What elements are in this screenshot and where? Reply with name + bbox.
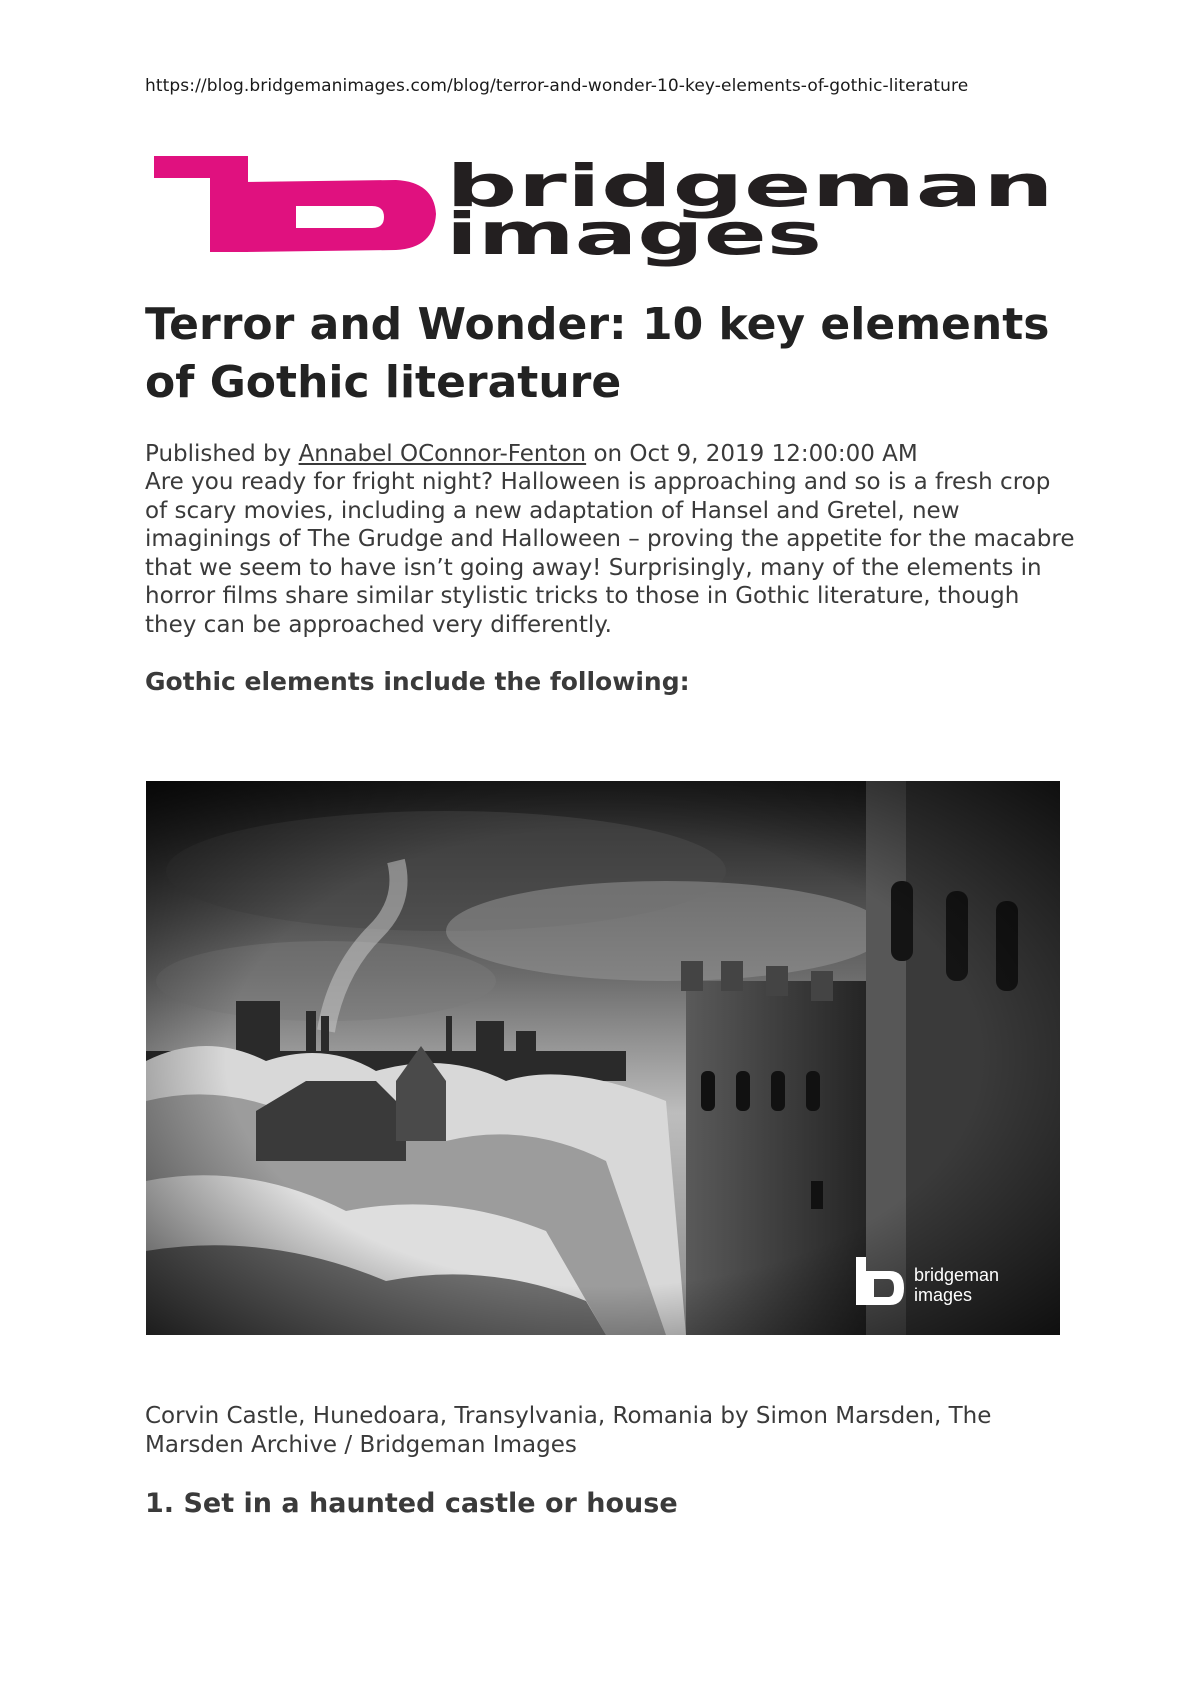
logo-text-bridgeman: bridgeman (446, 152, 1054, 220)
bridgeman-images-logo[interactable] (146, 144, 1062, 268)
article-title: Terror and Wonder: 10 key elements of Gothic literature (145, 299, 1050, 408)
article-intro: Are you ready for fright night? Halloween is approaching and so is a fresh crop of scary movies, including a new adaptation of Hansel and Gretel, new imaginings of The Grudge and Halloween – proving the appetite for the macabre that we seem to have isn’t going away! Surprisingly, many of the elements in horror films share similar stylistic tricks to those in Gothic literature, though they can be approached very differently. (145, 469, 1075, 638)
logo-graphic (146, 144, 1062, 268)
section-1-heading: 1. Set in a haunted castle or house (145, 1488, 678, 1519)
page-url[interactable]: https://blog.bridgemanimages.com/blog/terror-and-wonder-10-key-elements-of-gothic-literature (145, 76, 969, 96)
author-link[interactable]: Annabel OConnor-Fenton (298, 441, 587, 467)
image-caption: Corvin Castle, Hunedoara, Transylvania, Romania by Simon Marsden, The Marsden Archive / Bridgeman Images (145, 1403, 992, 1458)
published-prefix: Published by (145, 441, 292, 467)
watermark-text-images: images (914, 1285, 973, 1305)
article-meta (145, 440, 1075, 469)
published-date: on Oct 9, 2019 12:00:00 AM (593, 441, 918, 467)
corvin-castle-photo[interactable] (146, 781, 1060, 1335)
logo-b-icon (154, 156, 436, 252)
castle-photo-graphic (146, 781, 1060, 1335)
gothic-elements-subheading: Gothic elements include the following: (145, 667, 690, 696)
logo-text-images: images (446, 200, 822, 268)
watermark-text-bridgeman: bridgeman (914, 1265, 1000, 1285)
